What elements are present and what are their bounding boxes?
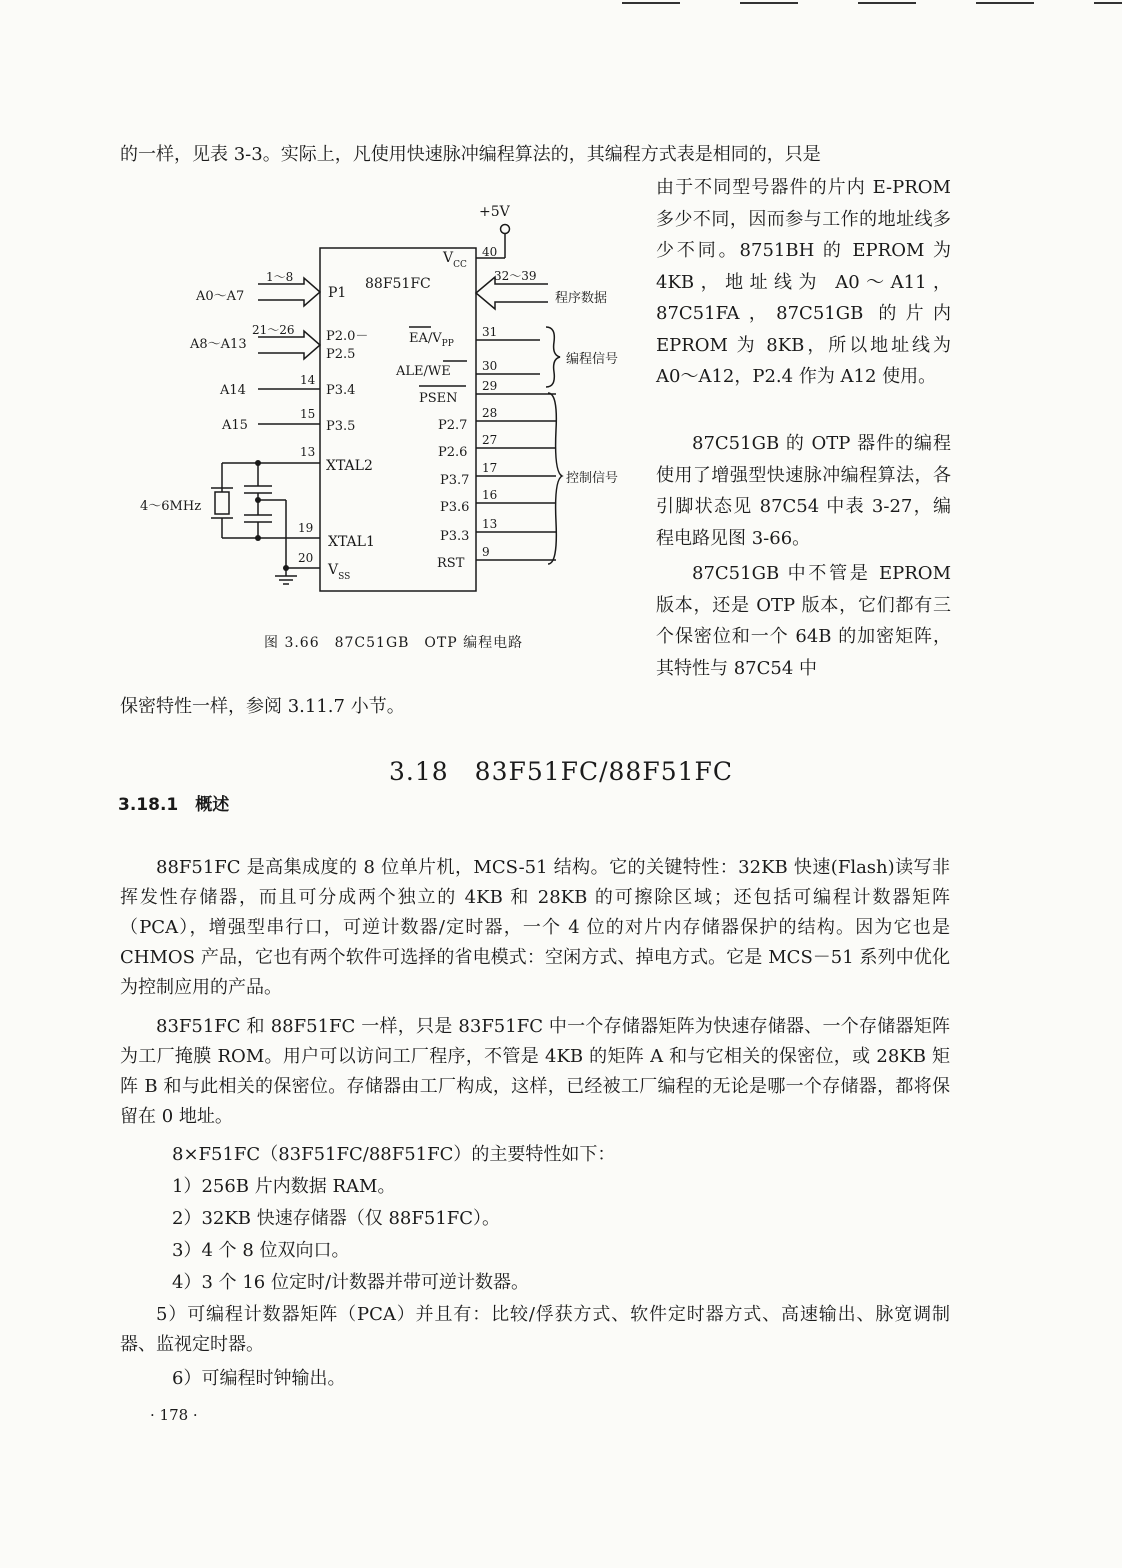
pin-15: 15 — [300, 407, 316, 421]
pin-14: 14 — [300, 373, 316, 387]
list-item: 2）32KB 快速存储器（仅 88F51FC）。 — [172, 1208, 501, 1229]
body-paragraph-2: 83F51FC 和 88F51FC 一样，只是 83F51FC 中一个存储器矩阵为快速存储器、一个存储器矩阵为工厂掩膜 ROM。用户可以访问工厂程序，不管是 4KB 的矩阵 A 和与它相关的保密位，或 28KB 矩阵 B 和与此相关的保密位。存储器由工厂构成，这样，已经被工厂编程的无论是哪一个存储器，都将保留在 0 地址。 — [120, 1016, 950, 1127]
p26-label: P2.6 — [438, 445, 468, 460]
pin-40: 40 — [482, 245, 498, 259]
side-paragraph-3: 87C51GB 中不管是 EPROM 版本，还是 OTP 版本，它们都有三个保密位和一个 64B 的加密矩阵，其特性与 87C54 中 — [656, 563, 951, 679]
pin-13-xtal2: 13 — [300, 445, 316, 459]
p1-pins: 1～8 — [266, 270, 294, 284]
pin-9: 9 — [482, 545, 490, 559]
list-item: 1）256B 片内数据 RAM。 — [172, 1176, 396, 1197]
p20-label: P2.0－ — [326, 329, 369, 344]
supply-label: +5V — [479, 204, 510, 220]
p27-label: P2.7 — [438, 418, 468, 433]
a0-a7-label: A0～A7 — [196, 289, 245, 304]
crystal-symbol — [215, 492, 229, 514]
xtal2-label: XTAL2 — [326, 458, 373, 474]
ale-we-label: ALE/WE — [396, 364, 451, 379]
pin-20: 20 — [298, 551, 314, 565]
list-item: 4）3 个 16 位定时/计数器并带可逆计数器。 — [172, 1272, 530, 1293]
a14-label: A14 — [220, 383, 246, 398]
p33-label: P3.3 — [440, 529, 470, 544]
pin-16: 16 — [482, 488, 498, 502]
psen-label: PSEN — [419, 391, 458, 406]
intro-line: 的一样，见表 3-3。实际上，凡使用快速脉冲编程算法的，其编程方式表是相同的，只是 — [120, 144, 821, 165]
p34-label: P3.4 — [326, 383, 356, 398]
body-paragraph-3: 8×F51FC（83F51FC/88F51FC）的主要特性如下： — [172, 1144, 616, 1165]
body-paragraph-1: 88F51FC 是高集成度的 8 位单片机，MCS-51 结构。它的关键特性：32KB 快速(Flash)读写非挥发性存储器，而且可分成两个独立的 4KB 和 28KB 的可擦除区域；还包括可编程计数器矩阵（PCA），增强型串行口，可逆计数器/定时器，一个 4 位的对片内存储器保护的结构。因为它也是 CHMOS 产品，它也有两个软件可选择的省电模式：空闲方式、掉电方式。它是 MCS－51 系列中优化为控制应用的产品。 — [120, 857, 950, 998]
pin-31: 31 — [482, 325, 498, 339]
side-paragraph-2: 87C51GB 的 OTP 器件的编程使用了增强型快速脉冲编程算法，各引脚状态见 87C54 中表 3-27，编程电路见图 3-66。 — [656, 433, 951, 549]
p1-label: P1 — [328, 285, 347, 301]
a15-label: A15 — [222, 418, 248, 433]
rst-label: RST — [437, 556, 465, 571]
supply-terminal — [501, 225, 510, 234]
pin-30: 30 — [482, 359, 498, 373]
p2-pins: 21～26 — [252, 323, 295, 337]
subsection-title: 3.18.1 概述 — [118, 795, 230, 815]
xtal1-label: XTAL1 — [328, 534, 375, 550]
p36-label: P3.6 — [440, 500, 470, 515]
chip-name: 88F51FC — [365, 276, 431, 292]
list-item: 5）可编程计数器矩阵（PCA）并且有：比较/俘获方式、软件定时器方式、高速输出、脉宽调制器、监视定时器。 — [120, 1304, 950, 1355]
vcc-label: $V_{CC}$ — [443, 250, 467, 270]
program-data-pins: 32～39 — [494, 269, 537, 283]
list-item: 6）可编程时钟输出。 — [172, 1368, 346, 1389]
brace-control-signal — [548, 393, 562, 564]
control-signal-label: 控制信号 — [566, 471, 619, 486]
pin-17: 17 — [482, 461, 498, 475]
a8-a13-label: A8～A13 — [190, 337, 247, 352]
continue-line: 保密特性一样，参阅 3.11.7 小节。 — [120, 696, 405, 717]
side-paragraph-1: 由于不同型号器件的片内 E-PROM 多少不同，因而参与工作的地址线多少不同。8751BH 的 EPROM 为 4KB，地址线为 A0～A11，87C51FA，87C51GB 的片内 EPROM 为 8KB，所以地址线为 A0～A12，P2.4 作为 A12 使用。 — [656, 177, 951, 387]
crystal-label: 4～6MHz — [140, 499, 202, 514]
program-signal-label: 编程信号 — [566, 352, 619, 367]
p25-label: P2.5 — [326, 347, 356, 362]
ea-label: $EA/V_{PP}$ — [409, 331, 454, 349]
section-title: 3.18 83F51FC/88F51FC — [389, 757, 733, 786]
figure-caption: 图 3.66 87C51GB OTP 编程电路 — [264, 635, 524, 651]
program-data-label: 程序数据 — [555, 291, 608, 306]
vss-label: $V_{SS}$ — [328, 562, 351, 582]
p35-label: P3.5 — [326, 419, 356, 434]
list-item: 3）4 个 8 位双向口。 — [172, 1240, 350, 1261]
pin-27: 27 — [482, 433, 498, 447]
pin-28: 28 — [482, 406, 498, 420]
pin-19: 19 — [298, 521, 314, 535]
page-number: · 178 · — [150, 1406, 198, 1424]
p37-label: P3.7 — [440, 473, 470, 488]
circuit-diagram — [120, 195, 650, 615]
pin-29: 29 — [482, 379, 498, 393]
brace-program-signal — [546, 327, 560, 387]
pin-13-p33: 13 — [482, 517, 498, 531]
